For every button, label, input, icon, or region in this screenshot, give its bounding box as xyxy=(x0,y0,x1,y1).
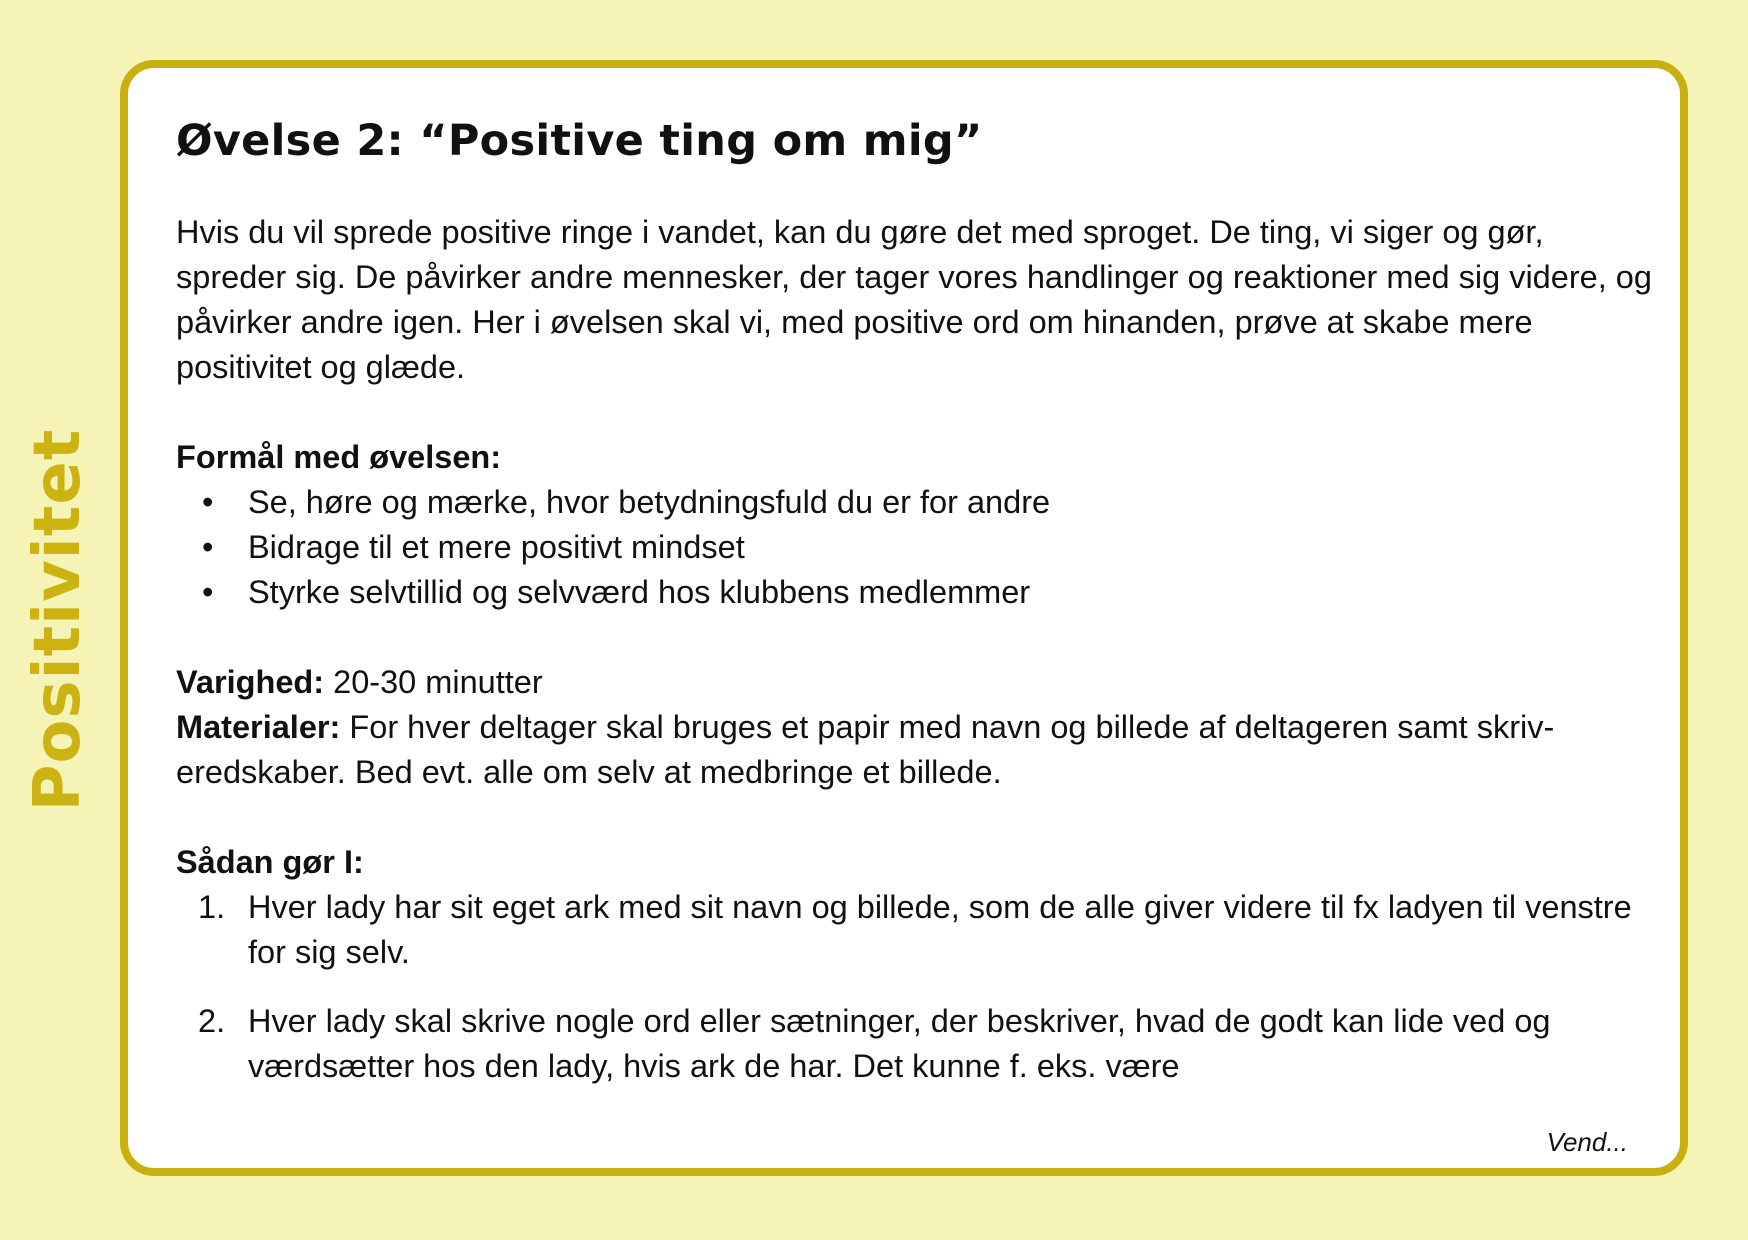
intro-paragraph: Hvis du vil sprede positive ringe i vandet, kan du gøre det med sproget. De ting, vi siger og gør, spreder sig. De påvirker andre mennesker, der tager vores handlinger og reaktioner med sig videre, og påvirker andre igen. Her i øvelsen skal vi, med positive ord om hinanden, prøve at skabe mere positivitet og glæde. xyxy=(176,214,1652,385)
step-number: 2. xyxy=(198,1003,226,1039)
step-item: 2. Hver lady skal skrive nogle ord eller sætninger, der beskriver, hvad de godt kan lide ved og værdsætter hos den lady, hvis ark de har. Det kunne f. eks. være xyxy=(176,999,1656,1089)
card-content xyxy=(176,116,1656,1113)
exercise-title: Øvelse 2: “Positive ting om mig” xyxy=(176,116,983,166)
duration-line xyxy=(176,660,1656,705)
materials-label: Materialer: xyxy=(176,709,341,745)
purpose-list xyxy=(176,480,1656,615)
materials-value: For hver deltager skal bruges et papir med navn og billede af deltageren samt skriv-eredskaber. Bed evt. alle om selv at medbringe et billede. xyxy=(176,709,1555,790)
howto-steps xyxy=(176,885,1656,1089)
side-category-label: Positivitet xyxy=(21,428,95,812)
materials-line xyxy=(176,705,1656,795)
exercise-card xyxy=(120,60,1688,1176)
duration-label: Varighed: xyxy=(176,664,325,700)
howto-heading: Sådan gør I: xyxy=(176,844,364,880)
step-item: 1. Hver lady har sit eget ark med sit navn og billede, som de alle giver videre til fx ladyen til venstre for sig selv. xyxy=(176,885,1656,975)
bullet-icon: • xyxy=(202,484,214,520)
turn-page-note: Vend... xyxy=(1546,1127,1628,1157)
list-item: • Bidrage til et mere positivt mindset xyxy=(176,525,1656,570)
bullet-icon: • xyxy=(202,529,214,565)
list-item: • Se, høre og mærke, hvor betydningsfuld du er for andre xyxy=(176,480,1656,525)
list-item: • Styrke selvtillid og selvværd hos klubbens medlemmer xyxy=(176,570,1656,615)
step-number: 1. xyxy=(198,889,226,925)
bullet-icon: • xyxy=(202,574,214,610)
duration-value: 20-30 minutter xyxy=(333,664,543,700)
purpose-heading: Formål med øvelsen: xyxy=(176,439,502,475)
